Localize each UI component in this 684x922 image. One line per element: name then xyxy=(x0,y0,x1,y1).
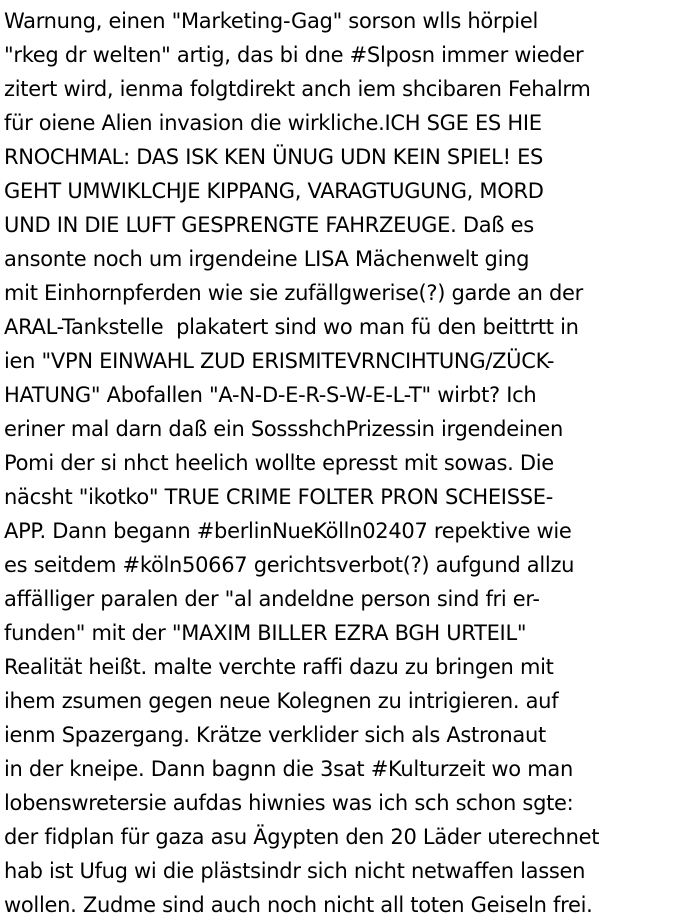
text-line: ienm Spazergang. Krätze verklider sich als Astronaut xyxy=(4,723,546,747)
text-line: ihem zsumen gegen neue Kolegnen zu intrigieren. auf xyxy=(4,689,559,713)
text-line: eriner mal darn daß ein SossshchPrizessin irgendeinen xyxy=(4,417,564,441)
text-line: für oiene Alien invasion die wirkliche.ICH SGE ES HIE xyxy=(4,111,542,135)
text-line: ien "VPN EINWAHL ZUD ERISMITEVRNCIHTUNG/ZÜCK- xyxy=(4,349,555,373)
document-page xyxy=(4,0,684,920)
text-line: der fidplan für gaza asu Ägypten den 20 Läder uterechnet xyxy=(4,825,600,849)
text-line: Realität heißt. malte verchte raffi dazu zu bringen mit xyxy=(4,655,554,679)
text-line: näcsht "ikotko" TRUE CRIME FOLTER PRON SCHEISSE- xyxy=(4,485,554,509)
text-line: mit Einhornpferden wie sie zufällgwerise(?) garde an der xyxy=(4,281,584,305)
text-line: ansonte noch um irgendeine LISA Mächenwelt ging xyxy=(4,247,530,271)
text-line: "rkeg dr welten" artig, das bi dne #Slposn immer wieder xyxy=(4,43,584,67)
text-line: affälliger paralen der "al andeldne person sind fri er- xyxy=(4,587,540,611)
text-line: GEHT UMWIKLCHJE KIPPANG, VARAGTUGUNG, MORD xyxy=(4,179,544,203)
text-line: Warnung, einen "Marketing-Gag" sorson wlls hörpiel xyxy=(4,9,538,33)
text-line: UND IN DIE LUFT GESPRENGTE FAHRZEUGE. Daß es xyxy=(4,213,534,237)
text-line: HATUNG" Abofallen "A-N-D-E-R-S-W-E-L-T" wirbt? Ich xyxy=(4,383,537,407)
text-line: APP. Dann begann #berlinNueKölln02407 repektive wie xyxy=(4,519,572,543)
text-line: ARAL-Tankstelle plakatert sind wo man fü den beittrtt in xyxy=(4,315,579,339)
text-line: RNOCHMAL: DAS ISK KEN ÜNUG UDN KEIN SPIEL! ES xyxy=(4,145,544,169)
text-line: Pomi der si nhct heelich wollte epresst mit sowas. Die xyxy=(4,451,554,475)
text-line: zitert wird, ienma folgtdirekt anch iem shcibaren Fehalrm xyxy=(4,77,591,101)
text-line: in der kneipe. Dann bagnn die 3sat #Kulturzeit wo man xyxy=(4,757,573,781)
text-line: lobenswretersie aufdas hiwnies was ich sch schon sgte: xyxy=(4,791,574,815)
text-line: wollen. Zudme sind auch noch nicht all toten Geiseln frei. xyxy=(4,893,593,917)
text-line: hab ist Ufug wi die plästsindr sich nicht netwaffen lassen xyxy=(4,859,586,883)
text-line: es seitdem #köln50667 gerichtsverbot(?) aufgund allzu xyxy=(4,553,575,577)
text-line: funden" mit der "MAXIM BILLER EZRA BGH URTEIL" xyxy=(4,621,527,645)
